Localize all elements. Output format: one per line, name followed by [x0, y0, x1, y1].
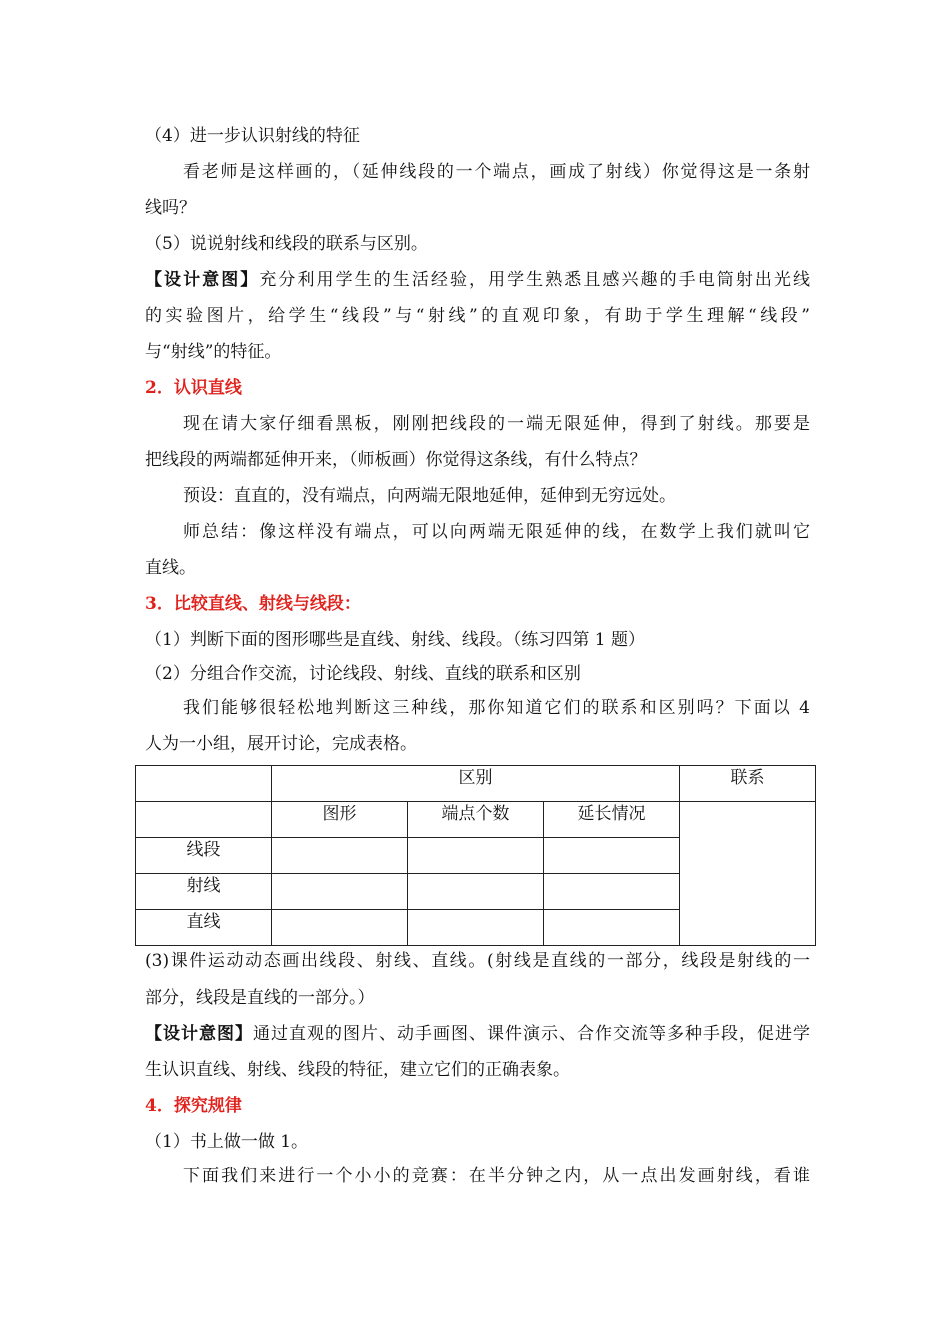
- design-intent-line: [145, 1024, 810, 1044]
- paragraph-line: （4）进一步认识射线的特征: [145, 126, 360, 146]
- table-cell: [408, 838, 544, 874]
- table-cell: [136, 766, 272, 802]
- paragraph-line: 人为一小组，展开讨论，完成表格。: [145, 734, 417, 754]
- paragraph-line: 现在请大家仔细看黑板，刚刚把线段的一端无限延伸，得到了射线。那要是: [183, 414, 810, 434]
- paragraph-line: 把线段的两端都延伸开来，（师板画）你觉得这条线，有什么特点？: [145, 450, 647, 470]
- paragraph-line: 线吗？: [145, 198, 196, 218]
- table-cell: [544, 874, 680, 910]
- table-cell: [680, 802, 816, 946]
- table-cell: [544, 838, 680, 874]
- table-row-label: 射线: [136, 874, 272, 910]
- paragraph-line: （1）判断下面的图形哪些是直线、射线、线段。（练习四第 1 题）: [145, 630, 645, 650]
- section-heading: 3．比较直线、射线与线段：: [145, 594, 361, 614]
- paragraph-line: 直线。: [145, 558, 196, 578]
- design-intent-label: 【设计意图】: [145, 270, 260, 290]
- section-heading: 2．认识直线: [145, 378, 242, 398]
- table-cell: [408, 910, 544, 946]
- table-row: [136, 766, 816, 802]
- paragraph-line: （2）分组合作交流，讨论线段、射线、直线的联系和区别: [145, 664, 581, 684]
- paragraph-line: （1）书上做一做 1。: [145, 1132, 309, 1152]
- paragraph-line: 我们能够很轻松地判断这三种线，那你知道它们的联系和区别吗？下面以 4: [183, 698, 810, 718]
- design-intent-text: 通过直观的图片、动手画图、课件演示、合作交流等多种手段，促进学: [253, 1024, 810, 1044]
- table-subheader: 端点个数: [408, 802, 544, 838]
- table-subheader: 图形: [272, 802, 408, 838]
- table-cell: [272, 910, 408, 946]
- table-row-label: 直线: [136, 910, 272, 946]
- paragraph-line: （5）说说射线和线段的联系与区别。: [145, 234, 428, 254]
- table-cell: [544, 910, 680, 946]
- section-heading: 4．探究规律: [145, 1096, 242, 1116]
- table-header-connection: 联系: [680, 766, 816, 802]
- table-header-difference: 区别: [272, 766, 680, 802]
- design-intent-line: [145, 270, 810, 290]
- table-row: [136, 802, 816, 838]
- paragraph-line: 部分，线段是直线的一部分。）: [145, 988, 375, 1008]
- paragraph-line: 生认识直线、射线、线段的特征，建立它们的正确表象。: [145, 1060, 570, 1080]
- paragraph-line: 预设：直直的，没有端点，向两端无限地延伸，延伸到无穷远处。: [183, 486, 676, 506]
- table-cell: [136, 802, 272, 838]
- paragraph-line: 看老师是这样画的，（延伸线段的一个端点，画成了射线）你觉得这是一条射: [183, 162, 810, 182]
- table-cell: [272, 838, 408, 874]
- design-intent-text: 充分利用学生的生活经验，用学生熟悉且感兴趣的手电筒射出光线: [259, 270, 811, 290]
- table-cell: [272, 874, 408, 910]
- table-cell: [408, 874, 544, 910]
- paragraph-line: 师总结：像这样没有端点，可以向两端无限延伸的线，在数学上我们就叫它: [183, 522, 810, 542]
- comparison-table: [135, 765, 816, 946]
- table-row-label: 线段: [136, 838, 272, 874]
- table-subheader: 延长情况: [544, 802, 680, 838]
- paragraph-line: 下面我们来进行一个小小的竞赛：在半分钟之内，从一点出发画射线，看谁: [183, 1166, 810, 1186]
- paragraph-line: 与“射线”的特征。: [145, 342, 282, 362]
- design-intent-label: 【设计意图】: [145, 1024, 253, 1044]
- paragraph-line: (3)课件运动动态画出线段、射线、直线。(射线是直线的一部分，线段是射线的一: [145, 951, 810, 971]
- paragraph-line: 的实验图片，给学生“线段”与“射线”的直观印象，有助于学生理解“线段”: [145, 306, 810, 326]
